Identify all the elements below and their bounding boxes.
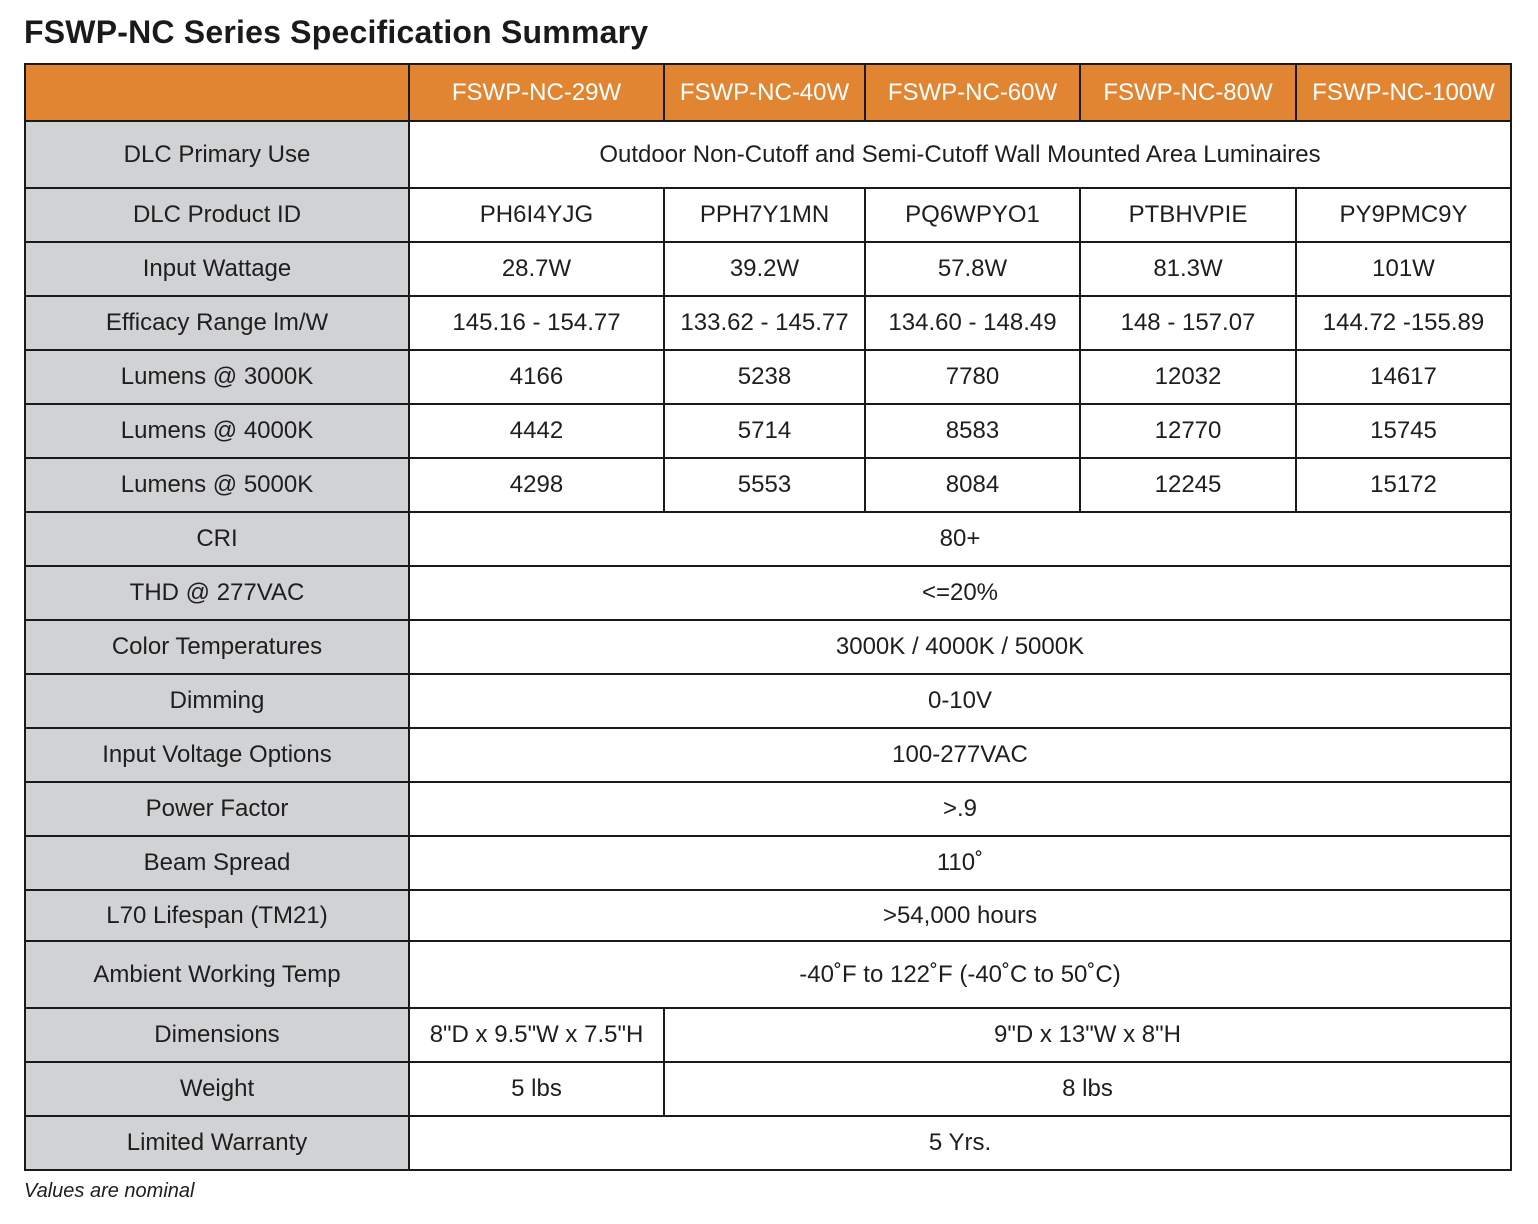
cell-value: PTBHVPIE (1080, 188, 1296, 242)
row-label: CRI (25, 512, 409, 566)
row-label: Weight (25, 1062, 409, 1116)
row-beam-spread (25, 836, 1511, 890)
cell-value: 81.3W (1080, 242, 1296, 296)
cell-value: 5714 (664, 404, 865, 458)
cell-value: 12770 (1080, 404, 1296, 458)
model-header: FSWP-NC-29W (409, 64, 664, 121)
row-value: >.9 (409, 782, 1511, 836)
row-cri (25, 512, 1511, 566)
cell-value: 5553 (664, 458, 865, 512)
model-header: FSWP-NC-100W (1296, 64, 1511, 121)
row-thd (25, 566, 1511, 620)
header-corner-cell (25, 64, 409, 121)
row-dlc-product-id (25, 188, 1511, 242)
row-value: 3000K / 4000K / 5000K (409, 620, 1511, 674)
cell-value: PPH7Y1MN (664, 188, 865, 242)
row-lumens-4000k (25, 404, 1511, 458)
row-efficacy-range (25, 296, 1511, 350)
header-row (25, 64, 1511, 121)
cell-value: 4166 (409, 350, 664, 404)
row-label: Beam Spread (25, 836, 409, 890)
cell-value: 28.7W (409, 242, 664, 296)
row-label: Input Wattage (25, 242, 409, 296)
cell-value: 8583 (865, 404, 1080, 458)
footnote: Values are nominal (24, 1180, 195, 1202)
cell-value: 15172 (1296, 458, 1511, 512)
cell-value: 57.8W (865, 242, 1080, 296)
row-label: DLC Primary Use (25, 121, 409, 188)
cell-value: PY9PMC9Y (1296, 188, 1511, 242)
row-label: Efficacy Range lm/W (25, 296, 409, 350)
row-dlc-primary-use (25, 121, 1511, 188)
row-value: 5 Yrs. (409, 1116, 1511, 1170)
row-label: Lumens @ 5000K (25, 458, 409, 512)
row-label: Lumens @ 4000K (25, 404, 409, 458)
cell-value: 145.16 - 154.77 (409, 296, 664, 350)
cell-value: 9"D x 13"W x 8"H (664, 1008, 1511, 1062)
row-power-factor (25, 782, 1511, 836)
page-title: FSWP-NC Series Specification Summary (24, 14, 649, 50)
row-label: Color Temperatures (25, 620, 409, 674)
model-header: FSWP-NC-40W (664, 64, 865, 121)
cell-value: 8"D x 9.5"W x 7.5"H (409, 1008, 664, 1062)
row-value: -40˚F to 122˚F (-40˚C to 50˚C) (409, 941, 1511, 1008)
cell-value: 12245 (1080, 458, 1296, 512)
row-label: THD @ 277VAC (25, 566, 409, 620)
row-label: Input Voltage Options (25, 728, 409, 782)
cell-value: 39.2W (664, 242, 865, 296)
row-label: Limited Warranty (25, 1116, 409, 1170)
row-value: 0-10V (409, 674, 1511, 728)
row-dimensions (25, 1008, 1511, 1062)
row-weight (25, 1062, 1511, 1116)
row-lifespan (25, 890, 1511, 941)
row-value: 100-277VAC (409, 728, 1511, 782)
cell-value: 5238 (664, 350, 865, 404)
row-ambient-temp (25, 941, 1511, 1008)
cell-value: 12032 (1080, 350, 1296, 404)
row-value: 80+ (409, 512, 1511, 566)
row-value: Outdoor Non-Cutoff and Semi-Cutoff Wall Mounted Area Luminaires (409, 121, 1511, 188)
row-dimming (25, 674, 1511, 728)
spec-table (24, 63, 1512, 1171)
model-header: FSWP-NC-80W (1080, 64, 1296, 121)
cell-value: 15745 (1296, 404, 1511, 458)
row-color-temperatures (25, 620, 1511, 674)
row-label: Dimming (25, 674, 409, 728)
cell-value: 134.60 - 148.49 (865, 296, 1080, 350)
cell-value: 133.62 - 145.77 (664, 296, 865, 350)
row-label: L70 Lifespan (TM21) (25, 890, 409, 941)
cell-value: 148 - 157.07 (1080, 296, 1296, 350)
cell-value: 7780 (865, 350, 1080, 404)
cell-value: 144.72 -155.89 (1296, 296, 1511, 350)
row-value: <=20% (409, 566, 1511, 620)
row-label: DLC Product ID (25, 188, 409, 242)
cell-value: 8084 (865, 458, 1080, 512)
cell-value: 4442 (409, 404, 664, 458)
row-lumens-3000k (25, 350, 1511, 404)
cell-value: 101W (1296, 242, 1511, 296)
row-lumens-5000k (25, 458, 1511, 512)
model-header: FSWP-NC-60W (865, 64, 1080, 121)
cell-value: 5 lbs (409, 1062, 664, 1116)
cell-value: 14617 (1296, 350, 1511, 404)
row-value: 110˚ (409, 836, 1511, 890)
row-value: >54,000 hours (409, 890, 1511, 941)
cell-value: 8 lbs (664, 1062, 1511, 1116)
cell-value: PH6I4YJG (409, 188, 664, 242)
row-warranty (25, 1116, 1511, 1170)
row-input-wattage (25, 242, 1511, 296)
cell-value: 4298 (409, 458, 664, 512)
cell-value: PQ6WPYO1 (865, 188, 1080, 242)
row-label: Lumens @ 3000K (25, 350, 409, 404)
row-label: Dimensions (25, 1008, 409, 1062)
row-input-voltage (25, 728, 1511, 782)
row-label: Ambient Working Temp (25, 941, 409, 1008)
row-label: Power Factor (25, 782, 409, 836)
